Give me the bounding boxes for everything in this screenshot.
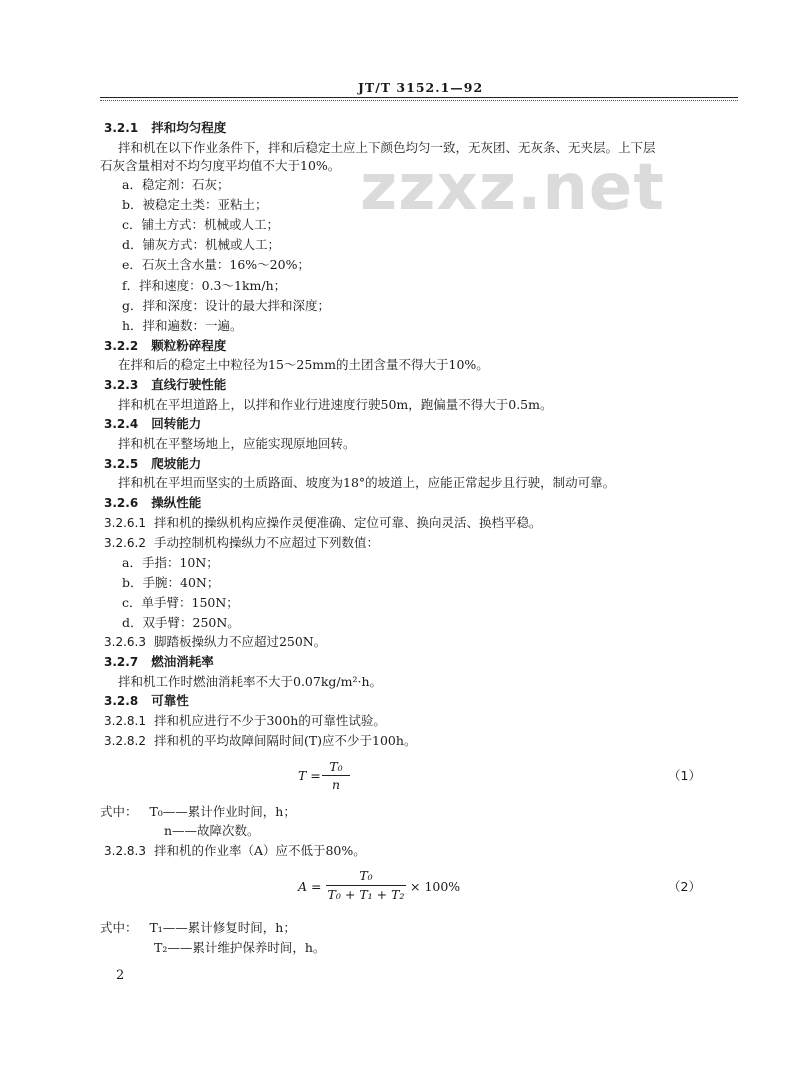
where-clause-line: n——故障次数。 (164, 823, 260, 838)
equation-number: （2） (668, 879, 701, 894)
equation-lhs: A = (298, 879, 322, 894)
list-item: a．稳定剂：石灰； (122, 177, 230, 192)
subclause-3-2-6-2: 3.2.6.2 手动控制机构操纵力不应超过下列数值： (104, 535, 379, 550)
section-heading-3-2-1: 3.2.1 拌和均匀程度 (104, 120, 227, 135)
list-item: b．被稳定土类：亚粘土； (122, 197, 268, 212)
list-item: c．单手臂：150N； (122, 595, 239, 610)
subclause-3-2-8-2: 3.2.8.2 拌和机的平均故障间隔时间(T)应不少于100h。 (104, 733, 417, 748)
equation-denominator: n (331, 777, 341, 792)
section-heading-3-2-4: 3.2.4 回转能力 (104, 416, 202, 431)
header-rule-dotted (100, 100, 738, 101)
section-heading-3-2-3: 3.2.3 直线行驶性能 (104, 377, 227, 392)
subclause-3-2-6-3: 3.2.6.3 脚踏板操纵力不应超过250N。 (104, 634, 327, 649)
fraction-bar (322, 775, 350, 776)
equation-tail: × 100% (410, 879, 461, 894)
equation-numerator: T₀ (329, 759, 343, 774)
equation-denominator: T₀ + T₁ + T₂ (327, 887, 405, 902)
equation-number: （1） (668, 768, 701, 783)
where-clause: 式中： T₀——累计作业时间，h； (100, 804, 296, 819)
header-rule (100, 97, 738, 98)
paragraph: 拌和机在平坦而坚实的土质路面、坡度为18°的坡道上，应能正常起步且行驶，制动可靠。 (118, 475, 616, 490)
fraction-bar (326, 885, 406, 886)
section-heading-3-2-8: 3.2.8 可靠性 (104, 693, 189, 708)
paragraph: 拌和机在平整场地上，应能实现原地回转。 (118, 436, 356, 451)
subclause-3-2-6-1: 3.2.6.1 拌和机的操纵机构应操作灵便准确、定位可靠、换向灵活、换档平稳。 (104, 515, 542, 530)
paragraph: 拌和机在以下作业条件下，拌和后稳定土应上下颜色均匀一致，无灰团、无灰条、无夹层。上下层 (118, 140, 656, 155)
list-item: d．双手臂：250N。 (122, 615, 240, 630)
list-item: c．铺土方式：机械或人工； (122, 217, 280, 232)
list-item: a．手指：10N； (122, 555, 219, 570)
list-item: b．手腕：40N； (122, 575, 220, 590)
where-clause-line: T₂——累计维护保养时间，h。 (154, 940, 326, 955)
equation-lhs: T = (298, 768, 321, 783)
subclause-3-2-8-1: 3.2.8.1 拌和机应进行不少于300h的可靠性试验。 (104, 713, 386, 728)
list-item: d．铺灰方式：机械或人工； (122, 237, 281, 252)
watermark: zzxz.net (360, 151, 665, 225)
subclause-3-2-8-3: 3.2.8.3 拌和机的作业率（A）应不低于80%。 (104, 843, 366, 858)
section-heading-3-2-5: 3.2.5 爬坡能力 (104, 456, 202, 471)
equation-numerator: T₀ (359, 868, 373, 883)
page-number: 2 (116, 968, 125, 983)
section-heading-3-2-2: 3.2.2 颗粒粉碎程度 (104, 338, 227, 353)
paragraph: 拌和机工作时燃油消耗率不大于0.07kg/m²·h。 (118, 674, 383, 689)
paragraph: 石灰含量相对不均匀度平均值不大于10%。 (100, 158, 341, 173)
list-item: e．石灰土含水量：16%～20%； (122, 257, 310, 272)
list-item: g．拌和深度：设计的最大拌和深度； (122, 298, 331, 313)
paragraph: 拌和机在平坦道路上，以拌和作业行进速度行驶50m，跑偏量不得大于0.5m。 (118, 397, 553, 412)
standard-code-header: JT/T 3152.1—92 (358, 80, 484, 95)
section-heading-3-2-7: 3.2.7 燃油消耗率 (104, 654, 214, 669)
list-item: h．拌和遍数：一遍。 (122, 318, 243, 333)
where-clause: 式中： T₁——累计修复时间，h； (100, 920, 296, 935)
section-heading-3-2-6: 3.2.6 操纵性能 (104, 495, 202, 510)
list-item: f．拌和速度：0.3～1km/h； (122, 278, 287, 293)
paragraph: 在拌和后的稳定土中粒径为15～25mm的土团含量不得大于10%。 (118, 357, 489, 372)
